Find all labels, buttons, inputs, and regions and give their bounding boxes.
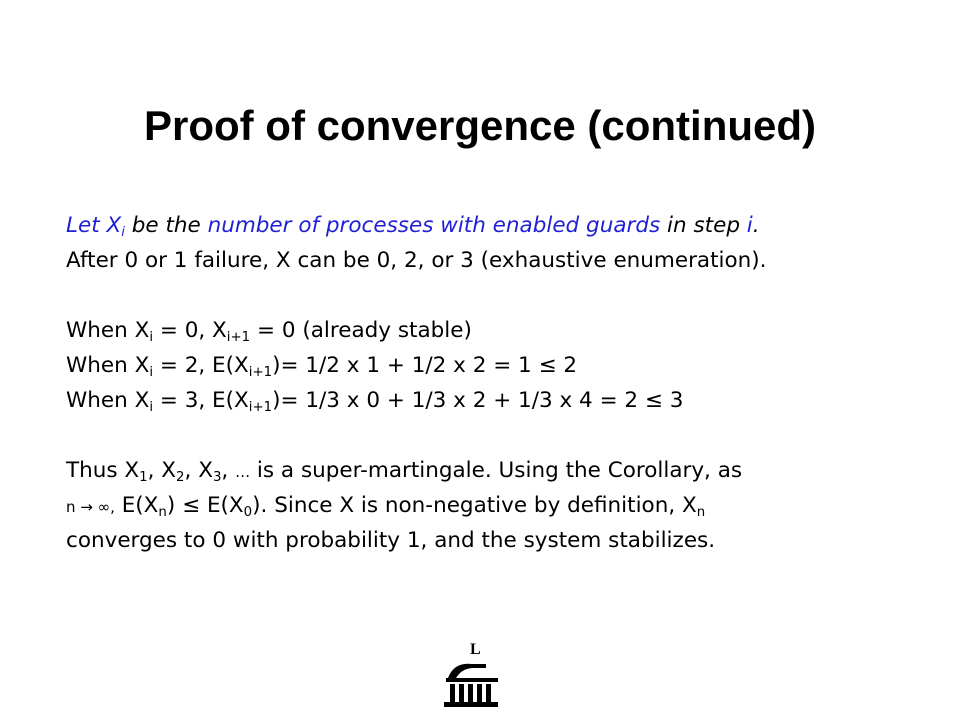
enumeration-line: After 0 or 1 failure, X can be 0, 2, or 3 (exhaustive enumeration). [66,248,767,273]
slide-title: Proof of convergence (continued) [143,102,817,149]
supermartingale-line: Thus $X_1$, $X_2$, $X_3$, … is a super-martingale. Using the Corollary, as [66,458,743,485]
definition-line: Let $X_i$ be the number of processes with enabled guards in step i. [66,213,760,240]
case-zero-line: When $X_i = 0$, $X_{i+1} = 0$ (already stable) [66,318,472,345]
spacer [66,418,946,453]
university-logo-icon [440,638,500,710]
slide-body [66,208,946,558]
limit-line: n → ∞, $E(X_n) \le E(X_0)$. Since X is non-negative by definition, $X_n$ [66,493,706,520]
spacer [66,278,946,313]
conclusion-line: converges to 0 with probability 1, and the system stabilizes. [66,528,716,553]
case-three-line: When $X_i = 3$, $E(X_{i+1})= 1/3$ x 0 + 1/3 x 2 + 1/3 x 4 = 2 ≤ 3 [66,388,684,415]
case-two-line: When $X_i = 2$, $E(X_{i+1})= 1/2$ x 1 + 1/2 x 2 = 1 ≤ 2 [66,353,578,380]
svg-text:L: L [470,641,481,658]
